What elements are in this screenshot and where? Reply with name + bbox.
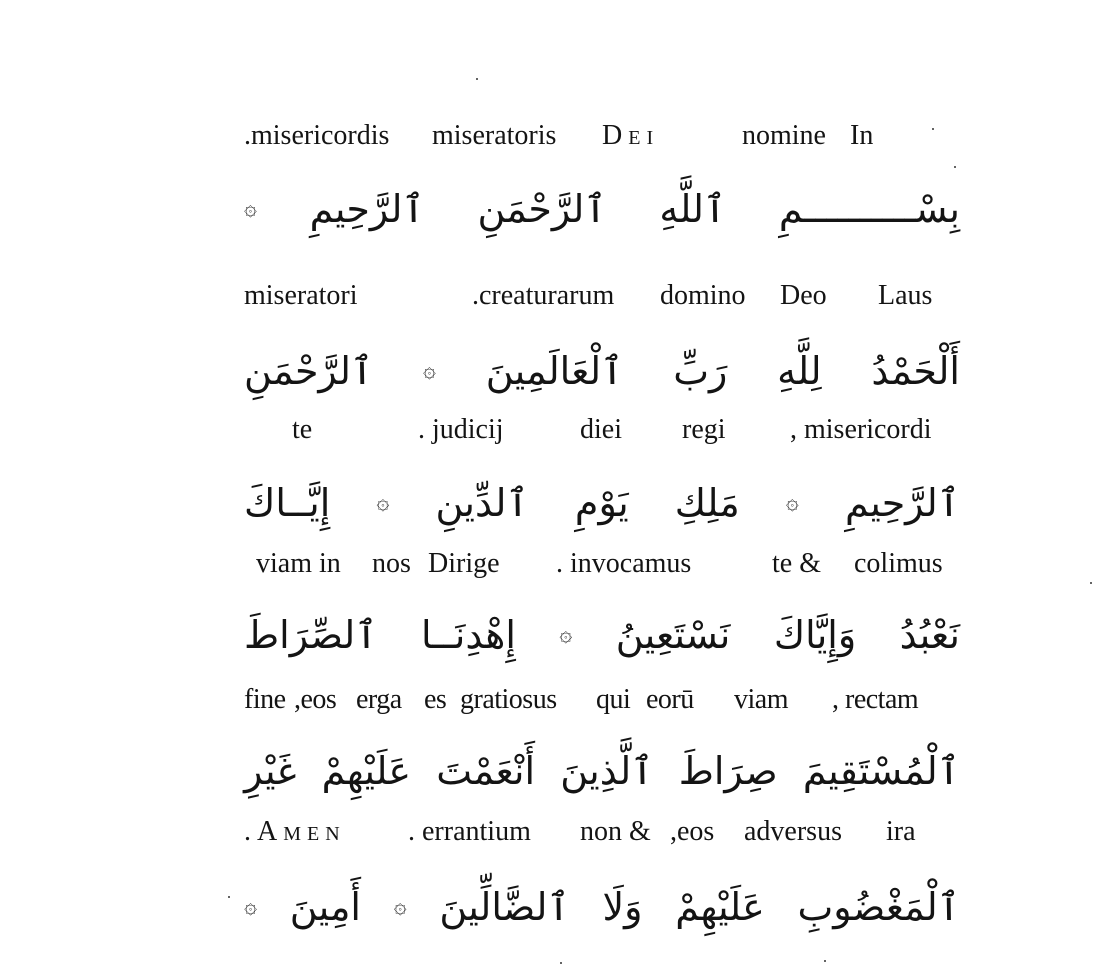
paper-speck bbox=[954, 166, 956, 168]
arabic-word: ٱلرَّحْمَنِ bbox=[477, 187, 607, 231]
paper-speck bbox=[476, 78, 478, 80]
arabic-word: ٱلدِّينِ bbox=[435, 481, 529, 525]
verse-marker-icon: ۞ bbox=[559, 622, 573, 647]
arabic-line-3 bbox=[244, 472, 960, 534]
latin-word: Dirige bbox=[428, 548, 500, 579]
latin-word: miseratori bbox=[244, 280, 358, 311]
arabic-word: عَلَيْهِمْ bbox=[675, 885, 765, 929]
latin-word: miseratoris bbox=[432, 120, 557, 151]
latin-word: erga bbox=[356, 684, 402, 715]
arabic-word: ٱلْعَالَمِينَ bbox=[485, 349, 624, 393]
arabic-word: إِهْدِنَــا bbox=[420, 613, 516, 657]
arabic-word: عَلَيْهِمْ bbox=[321, 749, 412, 793]
arabic-word: أَلْحَمْدُ bbox=[871, 349, 960, 393]
latin-word: , misericordi bbox=[790, 414, 932, 445]
latin-word: te bbox=[292, 414, 313, 445]
arabic-word: إِيَّــاكَ bbox=[244, 481, 331, 525]
paper-speck bbox=[824, 960, 826, 962]
latin-word: .creaturarum bbox=[472, 280, 615, 311]
arabic-line-2 bbox=[244, 340, 960, 402]
latin-word: gratiosus bbox=[460, 684, 557, 715]
arabic-word: ٱلصِّرَاطَ bbox=[244, 613, 378, 657]
arabic-word: ٱلَّذِينَ bbox=[560, 749, 654, 793]
paper-speck bbox=[1090, 582, 1092, 584]
latin-word: . errantium bbox=[408, 816, 531, 847]
latin-line-5 bbox=[244, 680, 960, 720]
latin-word: ira bbox=[886, 816, 916, 847]
latin-word: eorū bbox=[646, 684, 694, 715]
verse-marker-icon: ۞ bbox=[376, 490, 390, 515]
latin-word: Laus bbox=[878, 280, 933, 311]
arabic-word: أَمِينَ bbox=[289, 885, 361, 929]
arabic-word: رَبِّ bbox=[673, 349, 728, 393]
arabic-word: مَلِكِ bbox=[674, 481, 740, 525]
arabic-word: نَسْتَعِينُ bbox=[615, 613, 731, 657]
latin-word: Deo bbox=[780, 280, 827, 311]
arabic-word: بِسْــــــــــمِ bbox=[778, 187, 960, 231]
latin-word: . judicij bbox=[418, 414, 504, 445]
latin-word: non & bbox=[580, 816, 651, 847]
arabic-word: ٱلْمُسْتَقِيمَ bbox=[802, 749, 960, 793]
latin-word: regi bbox=[682, 414, 726, 445]
arabic-word: أَنْعَمْتَ bbox=[436, 749, 536, 793]
arabic-line-6 bbox=[244, 876, 960, 938]
verse-marker-icon: ۞ bbox=[423, 358, 436, 383]
verse-marker-icon: ۞ bbox=[244, 894, 257, 919]
arabic-word: صِرَاطَ bbox=[678, 749, 778, 793]
arabic-line-1 bbox=[244, 178, 960, 240]
paper-speck bbox=[560, 962, 562, 964]
arabic-word: لِلَّهِ bbox=[777, 349, 822, 393]
latin-line-1 bbox=[244, 116, 960, 156]
arabic-word: ٱلرَّحْمَنِ bbox=[244, 349, 374, 393]
latin-word: .Amen bbox=[244, 816, 346, 847]
arabic-word: غَيْرِ bbox=[244, 749, 297, 793]
latin-word: .misericordis bbox=[244, 120, 390, 151]
paper-speck bbox=[228, 896, 230, 898]
latin-word: es bbox=[424, 684, 447, 715]
arabic-word: يَوْمِ bbox=[574, 481, 629, 525]
arabic-word: ٱلرَّحِيمِ bbox=[309, 187, 425, 231]
arabic-word: ٱلْمَغْضُوبِ bbox=[797, 885, 960, 929]
arabic-line-4 bbox=[244, 604, 960, 666]
latin-line-3 bbox=[244, 410, 960, 450]
latin-line-6 bbox=[244, 812, 960, 852]
latin-word: te & bbox=[772, 548, 821, 579]
latin-word: fine bbox=[244, 684, 286, 715]
latin-word: qui bbox=[596, 684, 631, 715]
verse-marker-icon: ۞ bbox=[244, 196, 257, 221]
latin-word: nos bbox=[372, 548, 411, 579]
latin-word: domino bbox=[660, 280, 746, 311]
latin-word: colimus bbox=[854, 548, 943, 579]
latin-word: ,eos bbox=[294, 684, 337, 715]
arabic-word: ٱللَّهِ bbox=[659, 187, 727, 231]
latin-word: nomine bbox=[742, 120, 826, 151]
latin-word: In bbox=[850, 120, 874, 151]
verse-marker-icon: ۞ bbox=[393, 894, 407, 919]
latin-word: diei bbox=[580, 414, 622, 445]
latin-word: Dei bbox=[602, 120, 660, 151]
latin-line-4 bbox=[244, 544, 960, 584]
latin-word: viam in bbox=[256, 548, 341, 579]
arabic-word: ٱلضَّالِّينَ bbox=[439, 885, 570, 929]
paper-speck bbox=[932, 128, 934, 130]
latin-word: ,eos bbox=[670, 816, 715, 847]
latin-word: , rectam bbox=[832, 684, 919, 715]
arabic-word: وَإِيَّاكَ bbox=[773, 613, 857, 657]
latin-line-2 bbox=[244, 276, 960, 316]
latin-word: adversus bbox=[744, 816, 842, 847]
arabic-word: نَعْبُدُ bbox=[899, 613, 960, 657]
arabic-line-5 bbox=[244, 740, 960, 802]
latin-word: . invocamus bbox=[556, 548, 692, 579]
arabic-word: وَلَا bbox=[602, 885, 643, 929]
arabic-word: ٱلرَّحِيمِ bbox=[844, 481, 960, 525]
latin-word: viam bbox=[734, 684, 788, 715]
verse-marker-icon: ۞ bbox=[785, 490, 799, 515]
